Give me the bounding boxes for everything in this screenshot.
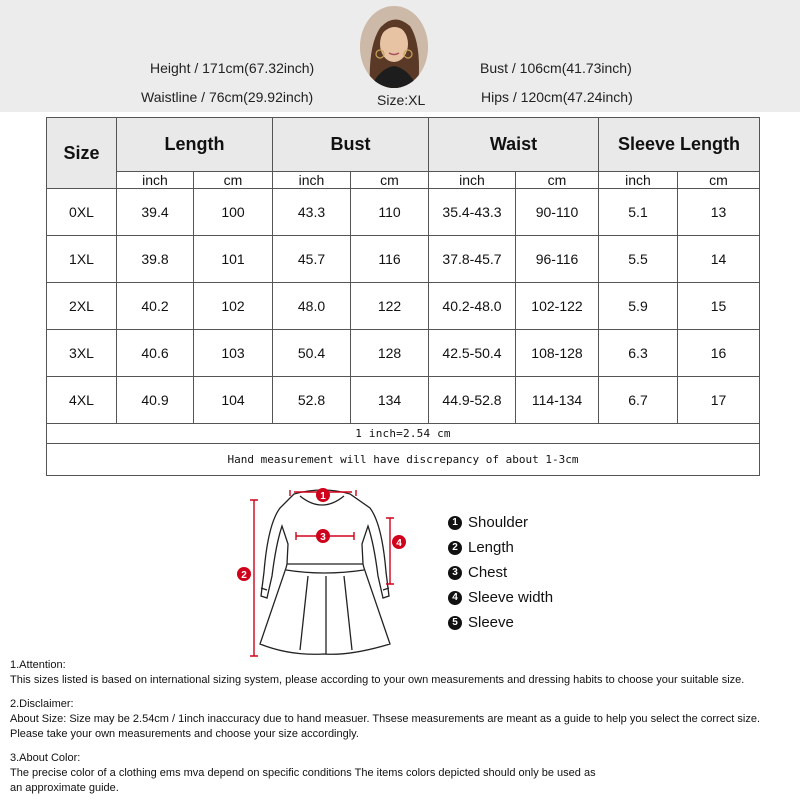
table-cell: 40.2-48.0 (429, 283, 516, 330)
unit-label: cm (351, 172, 429, 189)
legend-item-sleeve-width (448, 585, 553, 610)
table-cell: 134 (351, 377, 429, 424)
marker-4-label: 4 (396, 538, 402, 549)
table-cell: 43.3 (273, 189, 351, 236)
unit-label: inch (599, 172, 678, 189)
length-header: Length (117, 118, 273, 172)
disclaimer-title: 2.Disclaimer: (10, 698, 74, 710)
size-cell: 0XL (47, 189, 117, 236)
table-cell: 116 (351, 236, 429, 283)
table-cell: 128 (351, 330, 429, 377)
table-cell: 37.8-45.7 (429, 236, 516, 283)
table-cell: 90-110 (516, 189, 599, 236)
number-3-icon: 3 (448, 566, 462, 580)
table-cell: 40.6 (117, 330, 194, 377)
size-cell: 3XL (47, 330, 117, 377)
table-cell: 108-128 (516, 330, 599, 377)
dress-outline-icon (230, 484, 420, 662)
model-info-header (0, 0, 800, 112)
table-cell: 5.1 (599, 189, 678, 236)
marker-2-label: 2 (241, 570, 247, 581)
notes-section (10, 658, 800, 796)
table-cell: 102 (194, 283, 273, 330)
table-cell: 5.9 (599, 283, 678, 330)
measurement-legend (448, 510, 553, 635)
table-cell: 35.4-43.3 (429, 189, 516, 236)
table-row (47, 283, 760, 330)
table-cell: 39.8 (117, 236, 194, 283)
legend-label: Shoulder (468, 514, 529, 531)
table-row (47, 377, 760, 424)
attention-text: This sizes listed is based on international sizing system, please according to your own measurements and dressing habits to choose your suitable size. (10, 674, 745, 686)
table-cell: 45.7 (273, 236, 351, 283)
model-portrait-icon (360, 6, 428, 88)
unit-label: inch (117, 172, 194, 189)
table-cell: 96-116 (516, 236, 599, 283)
legend-label: Sleeve (468, 614, 514, 631)
discrepancy-row (47, 444, 760, 476)
table-row (47, 189, 760, 236)
conversion-note: 1 inch=2.54 cm (47, 424, 760, 444)
table-cell: 15 (678, 283, 760, 330)
header-row (47, 118, 760, 172)
unit-label: cm (516, 172, 599, 189)
table-row (47, 236, 760, 283)
table-cell: 6.7 (599, 377, 678, 424)
table-cell: 122 (351, 283, 429, 330)
legend-label: Chest (468, 564, 508, 581)
table-cell: 114-134 (516, 377, 599, 424)
unit-label: cm (678, 172, 760, 189)
table-cell: 102-122 (516, 283, 599, 330)
model-size-label: Size:XL (377, 92, 426, 108)
table-cell: 17 (678, 377, 760, 424)
table-cell: 50.4 (273, 330, 351, 377)
legend-label: Length (468, 539, 514, 556)
sleeve-length-header: Sleeve Length (599, 118, 760, 172)
legend-label: Sleeve width (468, 589, 554, 606)
size-cell: 4XL (47, 377, 117, 424)
discrepancy-note: Hand measurement will have discrepancy of about 1-3cm (47, 444, 760, 476)
legend-item-shoulder (448, 510, 553, 535)
table-cell: 52.8 (273, 377, 351, 424)
model-waistline: Waistline / 76cm(29.92inch) (141, 89, 314, 105)
table-cell: 13 (678, 189, 760, 236)
size-cell: 1XL (47, 236, 117, 283)
table-cell: 104 (194, 377, 273, 424)
legend-item-chest (448, 560, 553, 585)
number-5-icon: 5 (448, 616, 462, 630)
unit-label: cm (194, 172, 273, 189)
attention-title: 1.Attention: (10, 659, 66, 671)
size-cell: 2XL (47, 283, 117, 330)
number-2-icon: 2 (448, 541, 462, 555)
table-cell: 48.0 (273, 283, 351, 330)
size-header: Size (47, 118, 117, 189)
model-avatar (360, 6, 428, 88)
table-cell: 5.5 (599, 236, 678, 283)
unit-label: inch (429, 172, 516, 189)
unit-row (47, 172, 760, 189)
dress-measurement-diagram (230, 484, 420, 662)
legend-item-length (448, 535, 553, 560)
legend-item-sleeve (448, 610, 553, 635)
color-text: an approximate guide. (10, 782, 119, 794)
marker-1-label: 1 (320, 491, 326, 502)
disclaimer-text: About Size: Size may be 2.54cm / 1inch inaccuracy due to hand measuer. Thsese measurements are meant as a guide to help you select the correct size. (10, 713, 761, 725)
model-height: Height / 171cm(67.32inch) (150, 60, 315, 76)
table-cell: 6.3 (599, 330, 678, 377)
table-row (47, 330, 760, 377)
table-cell: 16 (678, 330, 760, 377)
color-title: 3.About Color: (10, 752, 81, 764)
size-chart-table (46, 117, 760, 476)
table-cell: 101 (194, 236, 273, 283)
conversion-row (47, 424, 760, 444)
model-hips: Hips / 120cm(47.24inch) (481, 89, 633, 105)
table-cell: 110 (351, 189, 429, 236)
color-text: The precise color of a clothing ems mva depend on specific conditions The items colors depicted should only be used as (10, 767, 596, 779)
number-4-icon: 4 (448, 591, 462, 605)
table-cell: 44.9-52.8 (429, 377, 516, 424)
table-cell: 40.2 (117, 283, 194, 330)
table-cell: 100 (194, 189, 273, 236)
unit-label: inch (273, 172, 351, 189)
disclaimer-text: Please take your own measurements and choose your size accordingly. (10, 728, 359, 740)
bust-header: Bust (273, 118, 429, 172)
marker-3-label: 3 (320, 532, 326, 543)
table-cell: 42.5-50.4 (429, 330, 516, 377)
table-cell: 40.9 (117, 377, 194, 424)
waist-header: Waist (429, 118, 599, 172)
number-1-icon: 1 (448, 516, 462, 530)
table-cell: 103 (194, 330, 273, 377)
table-cell: 39.4 (117, 189, 194, 236)
model-bust: Bust / 106cm(41.73inch) (480, 60, 632, 76)
table-cell: 14 (678, 236, 760, 283)
